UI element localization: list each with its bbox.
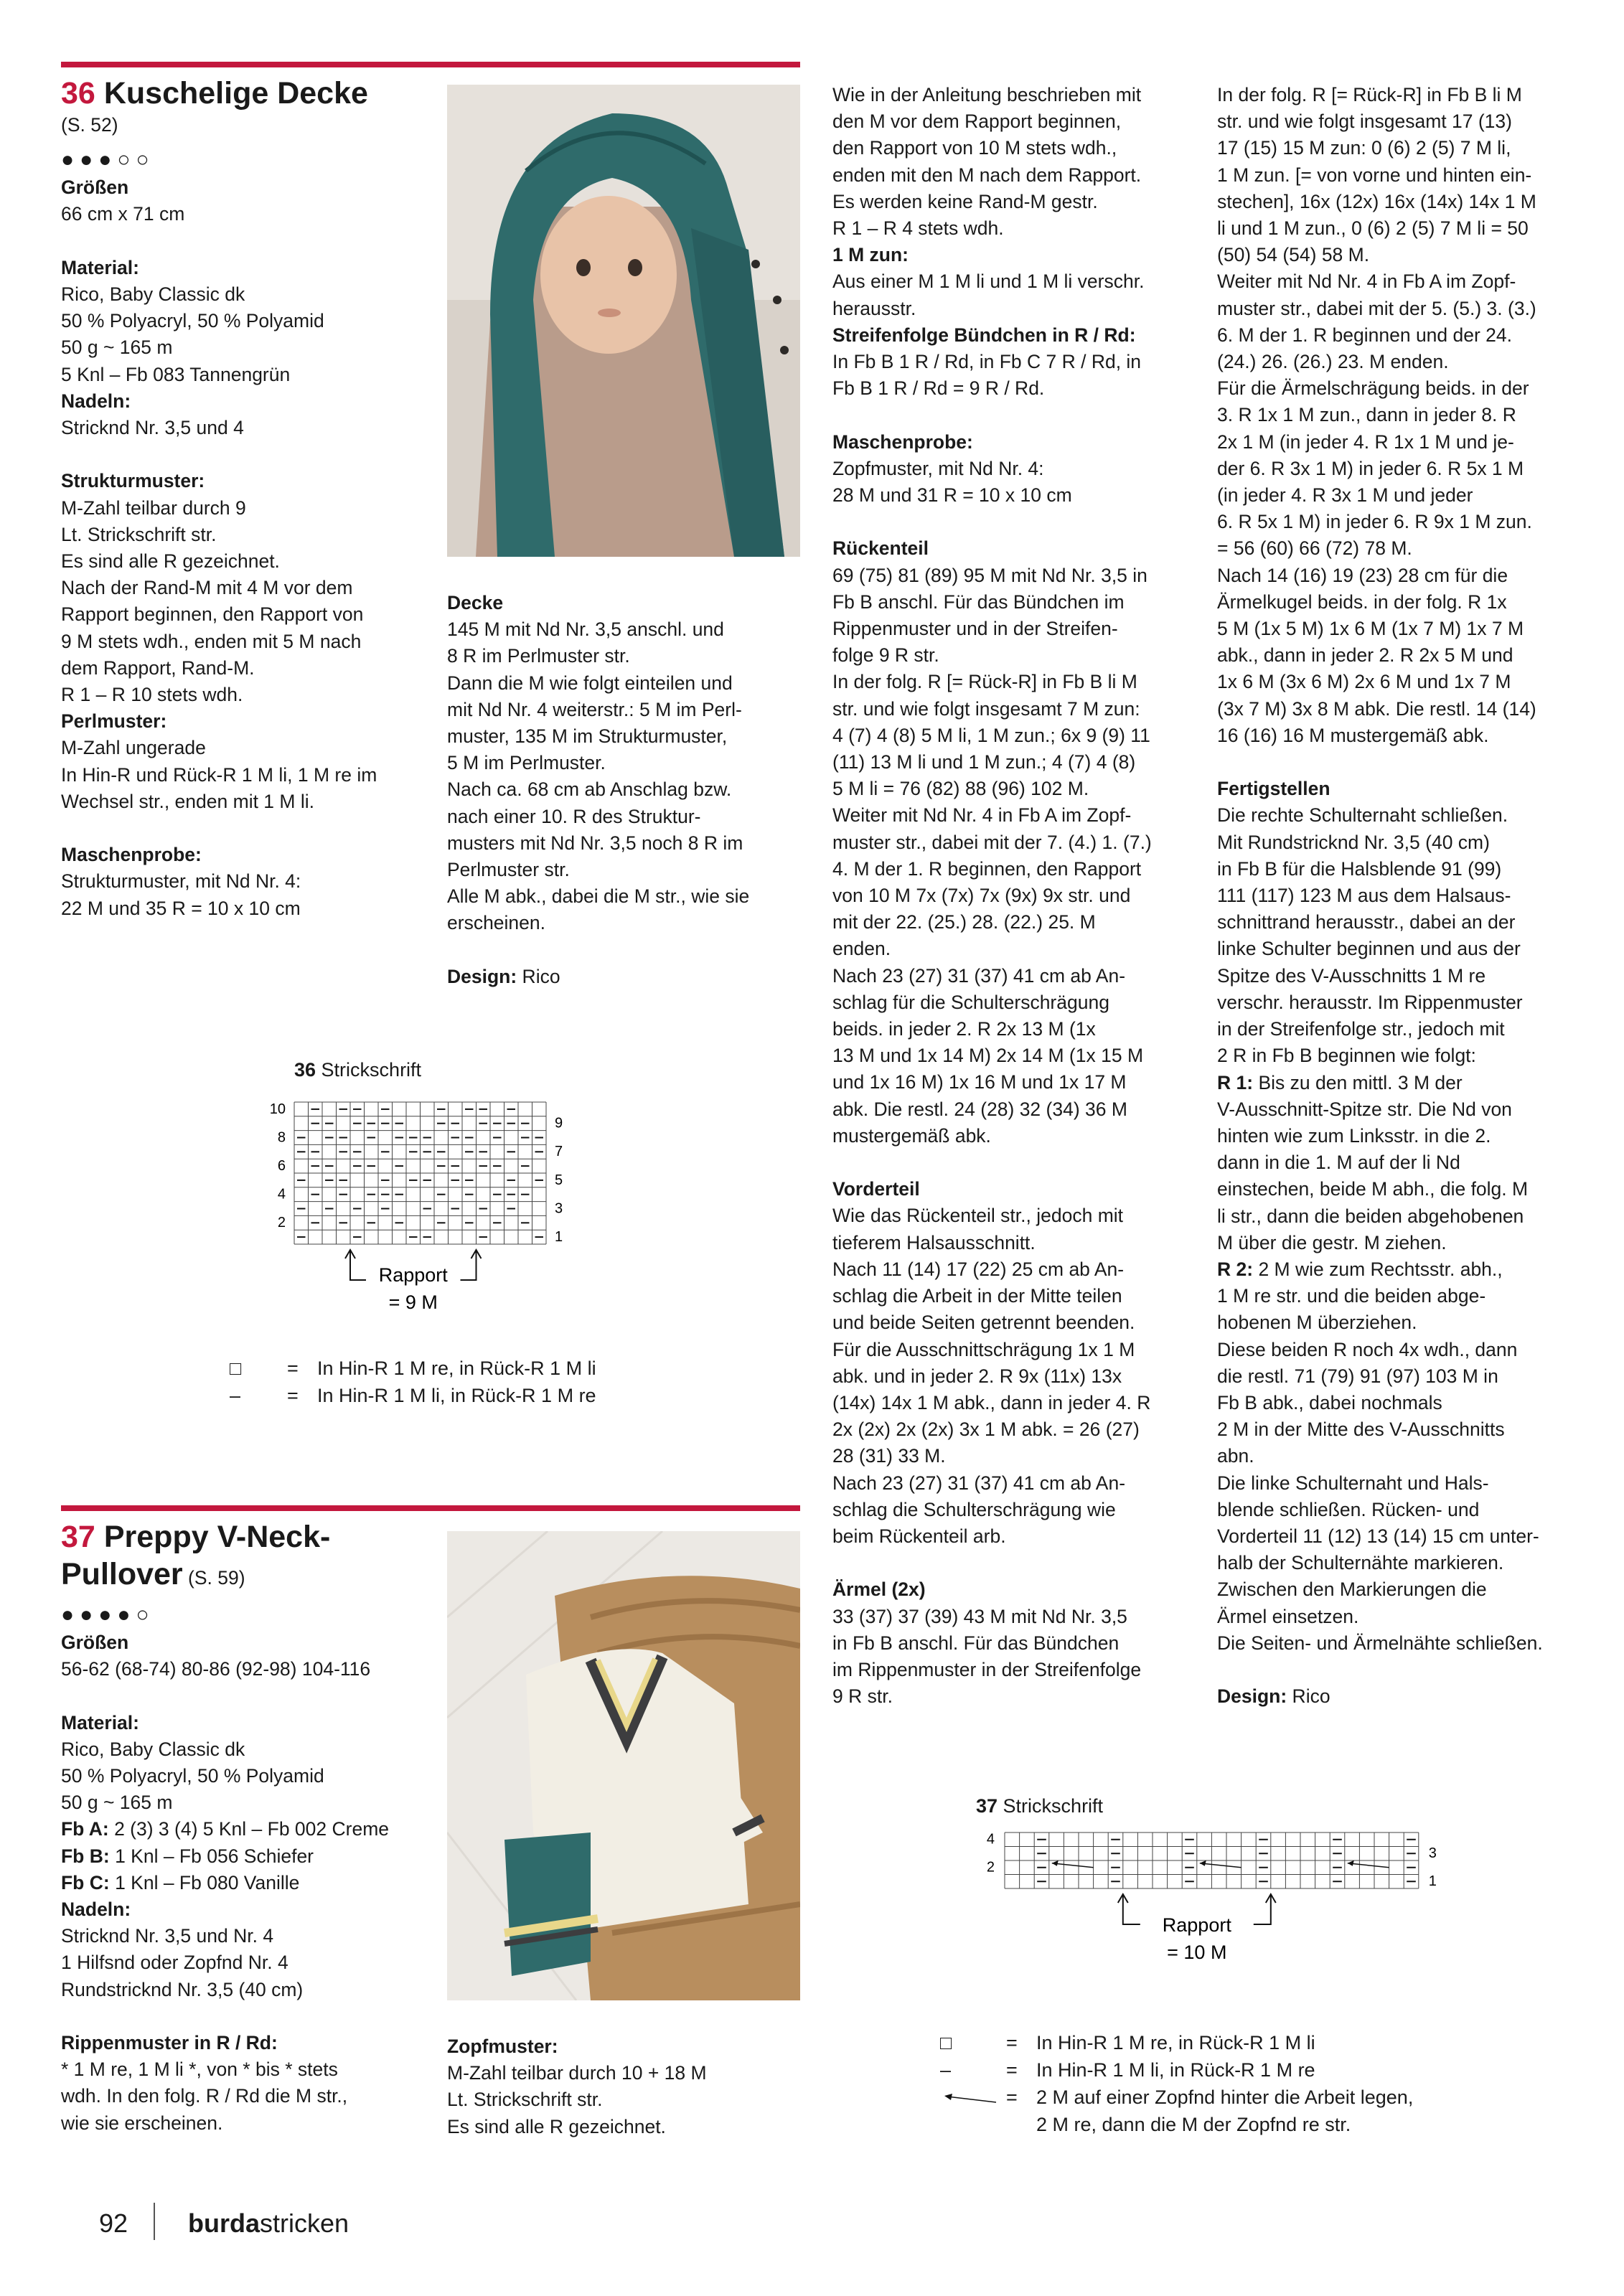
- text-line: 2x 1 M (in jeder 4. R 1x 1 M und je-: [1217, 430, 1514, 453]
- text-line: hinten wie zum Linksstr. in die 2.: [1217, 1124, 1491, 1147]
- text-line: 13 M und 1x 14 M) 2x 14 M (1x 15 M: [832, 1045, 1144, 1067]
- text-line: tieferem Halsausschnitt.: [832, 1231, 1036, 1253]
- text-line: Nach 11 (14) 17 (22) 25 cm ab An-: [832, 1258, 1125, 1280]
- p37-needles-heading: Nadeln:: [61, 1899, 131, 1921]
- legend-text: In Hin-R 1 M re, in Rück-R 1 M li: [317, 1358, 596, 1379]
- text-line: Strukturmuster, mit Nd Nr. 4:: [61, 870, 301, 893]
- text-line: (3x 7 M) 3x 8 M abk. Die restl. 14 (14): [1217, 697, 1536, 720]
- legend-equals: =: [287, 1358, 299, 1379]
- text-line: R 2: 2 M wie zum Rechtsstr. abh.,: [1217, 1258, 1503, 1280]
- text-line: M über die gestr. M ziehen.: [1217, 1231, 1447, 1253]
- text-line: wdh. In den folg. R / Rd die M str.,: [61, 2085, 348, 2107]
- text-line: str. und wie folgt insgesamt 17 (13): [1217, 110, 1512, 133]
- text-line: den M vor dem Rapport beginnen,: [832, 110, 1122, 133]
- text-line: Zopfmuster, mit Nd Nr. 4:: [832, 457, 1044, 479]
- text-line: 50 % Polyacryl, 50 % Polyamid: [61, 310, 324, 332]
- legend-symbol: □: [940, 2032, 952, 2053]
- text-line: 17 (15) 15 M zun: 0 (6) 2 (5) 7 M li,: [1217, 137, 1511, 159]
- p37-sleeve-continued: [1217, 82, 1590, 749]
- text-line: abk. Die restl. 24 (28) 32 (34) 36 M: [832, 1098, 1127, 1120]
- legend-symbol: –: [940, 2059, 952, 2081]
- text-line: in Fb B anschl. Für das Bündchen: [832, 1632, 1120, 1654]
- text-line: Dann die M wie folgt einteilen und: [447, 672, 733, 694]
- text-line: str. und wie folgt insgesamt 7 M zun:: [832, 697, 1140, 720]
- text-line: in der Streifenfolge str., jedoch mit: [1217, 1018, 1505, 1040]
- text-line: * 1 M re, 1 M li *, von * bis * stets: [61, 2059, 338, 2081]
- p37-material: [61, 1736, 434, 1817]
- section-rule-37: [61, 1505, 800, 1511]
- text-line: 1 Hilfsnd oder Zopfnd Nr. 4: [61, 1952, 288, 1974]
- text-line: Wechsel str., enden mit 1 M li.: [61, 790, 314, 812]
- p37-gauge-text: [832, 456, 1206, 509]
- text-line: 2x (2x) 2x (2x) 3x 1 M abk. = 26 (27): [832, 1418, 1140, 1441]
- rapport-label: Rapport: [1162, 1914, 1231, 1936]
- text-line: Es werden keine Rand-M gestr.: [832, 190, 1098, 212]
- text-line: 16 (16) 16 M mustergemäß abk.: [1217, 724, 1489, 746]
- text-line: der 6. R 3x 1 M) in jeder 6. R 5x 1 M: [1217, 457, 1524, 479]
- p37-cable-pattern: [447, 2033, 800, 2140]
- cable-arrow: [1052, 1863, 1094, 1868]
- p37-increase-heading: 1 M zun:: [832, 244, 909, 266]
- text-line: herausstr.: [832, 297, 916, 319]
- legend-text: In Hin-R 1 M li, in Rück-R 1 M re: [1036, 2059, 1315, 2081]
- text-line: muster str., dabei mit der 5. (5.) 3. (3.): [1217, 297, 1536, 319]
- text-line: 33 (37) 37 (39) 43 M mit Nd Nr. 3,5: [832, 1605, 1127, 1627]
- text-line: dem Rapport, Rand-M.: [61, 657, 255, 679]
- text-line: Es sind alle R gezeichnet.: [447, 2115, 666, 2137]
- legend-equals: =: [287, 1385, 299, 1406]
- text-line: hobenen M überziehen.: [1217, 1312, 1417, 1334]
- text-line: Wie das Rückenteil str., jedoch mit: [832, 1205, 1124, 1227]
- arrow-left-icon: [1052, 1860, 1059, 1866]
- p37-color-a: Fb A: 2 (3) 3 (4) 5 Knl – Fb 002 Creme: [61, 1818, 390, 1840]
- text-line: li und 1 M zun., 0 (6) 2 (5) 7 M li = 50: [1217, 217, 1529, 240]
- p36-material-heading: Material:: [61, 256, 139, 278]
- text-line: Wie in der Anleitung beschrieben mit: [832, 84, 1142, 105]
- arrow-left-icon: [1348, 1860, 1354, 1866]
- p37-chart-title: 37 Strickschrift: [976, 1795, 1104, 1817]
- p37-rib-heading: Rippenmuster in R / Rd:: [61, 2032, 278, 2054]
- text-line: Für die Ausschnittschrägung 1x 1 M: [832, 1338, 1135, 1360]
- text-line: 1 M zun. [= von vorne und hinten ein-: [1217, 164, 1532, 186]
- p37-needles: [61, 1923, 434, 2003]
- legend-row: [940, 2114, 1351, 2136]
- legend-symbol: –: [230, 1385, 241, 1406]
- text-line: Nach der Rand-M mit 4 M vor dem: [61, 577, 353, 599]
- text-line: 5 M im Perlmuster.: [447, 752, 606, 774]
- text-line: 1 M re str. und die beiden abge-: [1217, 1285, 1486, 1307]
- legend-row: [230, 1385, 596, 1407]
- p37-column-3: [832, 82, 1206, 1710]
- row-number-left: 2: [277, 1215, 286, 1231]
- text-line: 8 R im Perlmuster str.: [447, 645, 630, 667]
- p36-seed: [61, 735, 427, 815]
- text-line: in Fb B für die Halsblende 91 (99): [1217, 857, 1502, 880]
- text-line: Rico, Baby Classic dk: [61, 283, 245, 305]
- text-line: abn.: [1217, 1445, 1254, 1467]
- text-line: (24.) 26. (26.) 23. M enden.: [1217, 351, 1449, 373]
- text-line: Nach 14 (16) 19 (23) 28 cm für die: [1217, 564, 1508, 586]
- text-line: 50 g ~ 165 m: [61, 337, 173, 359]
- text-line: 22 M und 35 R = 10 x 10 cm: [61, 897, 301, 919]
- text-line: R 1: Bis zu den mittl. 3 M der: [1217, 1071, 1463, 1093]
- row-number-left: 4: [986, 1831, 995, 1848]
- text-line: mit der 22. (25.) 28. (22.) 25. M: [832, 911, 1096, 933]
- p37-back-heading: Rückenteil: [832, 537, 929, 560]
- row-number-right: 9: [555, 1115, 563, 1131]
- legend-row: [940, 2059, 1315, 2081]
- rapport-value: = 10 M: [1167, 1942, 1227, 1963]
- text-line: Perlmuster str.: [447, 859, 570, 881]
- legend-symbol: □: [230, 1358, 242, 1379]
- text-line: 5 M li = 76 (82) 88 (96) 102 M.: [832, 778, 1089, 800]
- rapport-value: = 9 M: [388, 1292, 438, 1313]
- text-line: Fb B anschl. Für das Bündchen im: [832, 591, 1125, 613]
- text-line: die restl. 71 (79) 91 (97) 103 M in: [1217, 1365, 1498, 1387]
- text-line: 5 M (1x 5 M) 1x 6 M (1x 7 M) 1x 7 M: [1217, 618, 1524, 640]
- p37-back-text: [832, 563, 1206, 1149]
- text-line: Aus einer M 1 M li und 1 M li verschr.: [832, 270, 1145, 293]
- row-number-right: 3: [555, 1200, 563, 1217]
- text-line: mustergemäß abk.: [832, 1124, 991, 1147]
- text-line: In Fb B 1 R / Rd, in Fb C 7 R / Rd, in: [832, 351, 1142, 373]
- text-line: Zwischen den Markierungen die: [1217, 1578, 1487, 1601]
- p36-material: [61, 281, 427, 388]
- text-line: Ärmel einsetzen.: [1217, 1605, 1359, 1627]
- text-line: dann in die 1. M auf der li Nd: [1217, 1152, 1460, 1174]
- text-line: Die linke Schulternaht und Hals-: [1217, 1472, 1489, 1494]
- text-line: 1x 6 M (3x 6 M) 2x 6 M und 1x 7 M: [1217, 671, 1511, 693]
- text-line: Fb B 1 R / Rd = 9 R / Rd.: [832, 377, 1045, 400]
- text-line: 4. M der 1. R beginnen, den Rapport: [832, 857, 1142, 880]
- legend-row: [230, 1358, 596, 1380]
- text-line: musters mit Nd Nr. 3,5 noch 8 R im: [447, 832, 743, 854]
- p37-color-c: Fb C: 1 Knl – Fb 080 Vanille: [61, 1871, 300, 1893]
- p37-photo-sweater-basket: [447, 1531, 800, 2000]
- text-line: erscheinen.: [447, 912, 546, 934]
- text-line: 6. R 5x 1 M) in jeder 6. R 9x 1 M zun.: [1217, 511, 1532, 533]
- p36-column-left: [61, 75, 427, 922]
- p37-rib: [61, 2056, 434, 2137]
- text-line: 111 (117) 123 M aus dem Halsaus-: [1217, 885, 1511, 907]
- p36-needles-heading: Nadeln:: [61, 390, 131, 412]
- text-line: Weiter mit Nd Nr. 4 in Fb A im Zopf-: [1217, 270, 1516, 293]
- p37-title: 37 Preppy V-Neck-: [61, 1520, 331, 1554]
- text-line: Mit Rundstricknd Nr. 3,5 (40 cm): [1217, 831, 1490, 853]
- text-line: einstechen, beide M abh., die folg. M: [1217, 1178, 1529, 1200]
- text-line: In der folg. R [= Rück-R] in Fb B li M: [1217, 84, 1522, 105]
- p37-design: Design: Rico: [1217, 1685, 1330, 1708]
- text-line: schlag für die Schulterschrägung: [832, 991, 1109, 1013]
- p37-sizes-heading: Größen: [61, 1632, 129, 1653]
- p37-sizes: 56-62 (68-74) 80-86 (92-98) 104-116: [61, 1658, 371, 1680]
- p37-finishing-heading: Fertigstellen: [1217, 778, 1330, 800]
- text-line: R 1 – R 4 stets wdh.: [832, 217, 1004, 240]
- text-line: (50) 54 (54) 58 M.: [1217, 244, 1370, 266]
- text-line: li str., dann die beiden abgehobenen: [1217, 1205, 1524, 1227]
- magazine-brand: burdastricken: [188, 2208, 349, 2238]
- arrow-left-icon: [1200, 1860, 1206, 1866]
- text-line: beids. in jeder 2. R 2x 13 M (1x: [832, 1018, 1096, 1040]
- text-line: enden.: [832, 938, 891, 960]
- footer-divider: [154, 2203, 155, 2240]
- text-line: schnittrand herausstr., dabei an der: [1217, 911, 1516, 933]
- text-line: nach einer 10. R des Struktur-: [447, 805, 701, 827]
- text-line: R 1 – R 10 stets wdh.: [61, 684, 243, 706]
- p37-stripes-text: [832, 349, 1206, 402]
- text-line: = 56 (60) 66 (72) 78 M.: [1217, 537, 1412, 560]
- p37-row2-text: [1217, 1256, 1590, 1657]
- p36-design: Design: Rico: [447, 965, 560, 987]
- text-line: Die Seiten- und Ärmelnähte schließen.: [1217, 1632, 1543, 1654]
- p37-front-heading: Vorderteil: [832, 1178, 920, 1200]
- page-number: 92: [99, 2208, 128, 2238]
- row-number-right: 1: [1428, 1873, 1437, 1890]
- legend-text: In Hin-R 1 M li, in Rück-R 1 M re: [317, 1385, 596, 1406]
- text-line: 6. M der 1. R beginnen und der 24.: [1217, 324, 1513, 346]
- p36-column-right: [447, 590, 800, 990]
- text-line: 4 (7) 4 (8) 5 M li, 1 M zun.; 6x 9 (9) 11: [832, 724, 1150, 746]
- p37-increase-text: [832, 268, 1206, 321]
- legend-equals: =: [1006, 2059, 1018, 2081]
- p37-color-b: Fb B: 1 Knl – Fb 056 Schiefer: [61, 1845, 314, 1867]
- text-line: In Hin-R und Rück-R 1 M li, 1 M re im: [61, 763, 377, 786]
- p36-knitting-chart: [244, 1088, 617, 1325]
- text-line: (11) 13 M li und 1 M zun.; 4 (7) 4 (8): [832, 751, 1136, 773]
- p36-seed-heading: Perlmuster:: [61, 710, 167, 733]
- p37-cable-text: [447, 2060, 800, 2140]
- text-line: von 10 M 7x (7x) 7x (9x) 9x str. und: [832, 885, 1131, 907]
- text-line: 3. R 1x 1 M zun., dann in jeder 8. R: [1217, 404, 1516, 426]
- text-line: enden mit den M nach dem Rapport.: [832, 164, 1142, 186]
- p36-gauge: [61, 868, 427, 921]
- row-number-left: 4: [277, 1186, 286, 1203]
- p37-front-text: [832, 1203, 1206, 1550]
- text-line: Alle M abk., dabei die M str., wie sie: [447, 885, 750, 908]
- p37-cable-heading: Zopfmuster:: [447, 2036, 558, 2057]
- text-line: 50 % Polyacryl, 50 % Polyamid: [61, 1765, 324, 1787]
- text-line: 145 M mit Nd Nr. 3,5 anschl. und: [447, 618, 724, 641]
- text-line: M-Zahl teilbar durch 10 + 18 M: [447, 2062, 707, 2084]
- p36-title: 36 Kuschelige Decke: [61, 76, 368, 110]
- p37-title-line2: Pullover (S. 59): [61, 1557, 245, 1591]
- text-line: abk. und in jeder 2. R 9x (11x) 13x: [832, 1365, 1122, 1387]
- text-line: Die rechte Schulternaht schließen.: [1217, 804, 1508, 827]
- p36-sizes: 66 cm x 71 cm: [61, 203, 185, 225]
- p37-knitting-chart: [969, 1822, 1457, 1987]
- text-line: verschr. herausstr. Im Rippenmuster: [1217, 991, 1523, 1013]
- p36-blanket-heading: Decke: [447, 592, 504, 613]
- row-number-right: 7: [555, 1144, 563, 1160]
- text-line: (in jeder 4. R 3x 1 M und jeder: [1217, 484, 1473, 507]
- legend-row: [940, 2086, 1413, 2109]
- row-number-left: 10: [269, 1101, 286, 1117]
- row-number-left: 6: [277, 1158, 286, 1175]
- text-line: 50 g ~ 165 m: [61, 1792, 173, 1814]
- text-line: Rundstricknd Nr. 3,5 (40 cm): [61, 1978, 304, 2000]
- text-line: 5 Knl – Fb 083 Tannengrün: [61, 363, 291, 385]
- text-line: im Rippenmuster in der Streifenfolge: [832, 1658, 1142, 1680]
- text-line: schlag die Schulterschrägung wie: [832, 1498, 1116, 1520]
- text-line: 2 R in Fb B beginnen wie folgt:: [1217, 1045, 1476, 1067]
- text-line: blende schließen. Rücken- und: [1217, 1498, 1480, 1520]
- rapport-label: Rapport: [378, 1264, 448, 1286]
- p37-difficulty-dots: ●●●●○: [61, 1603, 155, 1627]
- text-line: Diese beiden R noch 4x wdh., dann: [1217, 1338, 1518, 1360]
- cable-arrow-icon: [940, 2091, 998, 2107]
- p36-difficulty-dots: ●●●○○: [61, 148, 155, 172]
- text-line: Fb B abk., dabei nochmals: [1217, 1391, 1442, 1413]
- p36-sizes-heading: Größen: [61, 177, 129, 199]
- text-line: halb der Schulternähte markieren.: [1217, 1552, 1504, 1574]
- legend-text: 2 M re, dann die M der Zopfnd re str.: [1036, 2114, 1351, 2135]
- text-line: Für die Ärmelschrägung beids. in der: [1217, 377, 1529, 400]
- legend-text: 2 M auf einer Zopfnd hinter die Arbeit legen,: [1036, 2086, 1414, 2108]
- p36-page-ref: (S. 52): [61, 114, 118, 136]
- cable-arrow: [1200, 1863, 1242, 1868]
- text-line: Es sind alle R gezeichnet.: [61, 550, 280, 573]
- row-number-right: 3: [1428, 1845, 1437, 1862]
- text-line: abk., dann in jeder 2. R 2x 5 M und: [1217, 644, 1513, 667]
- p37-finishing-text: [1217, 802, 1590, 1069]
- text-line: Spitze des V-Ausschnitts 1 M re: [1217, 964, 1486, 987]
- text-line: stechen], 16x (12x) 16x (14x) 14x 1 M: [1217, 190, 1536, 212]
- legend-equals: =: [1006, 2086, 1018, 2108]
- text-line: Nach ca. 68 cm ab Anschlag bzw.: [447, 778, 732, 801]
- section-rule-36: [61, 62, 800, 67]
- text-line: Lt. Strickschrift str.: [61, 523, 217, 545]
- p36-structure: [61, 495, 427, 709]
- text-line: Weiter mit Nd Nr. 4 in Fb A im Zopf-: [832, 804, 1132, 827]
- p37-column-left: [61, 1518, 434, 2137]
- text-line: mit Nd Nr. 4 weiterstr.: 5 M im Perl-: [447, 698, 742, 720]
- legend-equals: =: [1006, 2032, 1018, 2053]
- row-number-left: 2: [986, 1859, 995, 1876]
- text-line: Rico, Baby Classic dk: [61, 1738, 245, 1760]
- p37-sleeve-text: [832, 1604, 1206, 1711]
- text-line: Ärmelkugel beids. in der folg. R 1x: [1217, 591, 1507, 613]
- p36-blanket-text: [447, 616, 800, 936]
- text-line: linke Schulter beginnen und aus der: [1217, 938, 1521, 960]
- text-line: Vorderteil 11 (12) 13 (14) 15 cm unter-: [1217, 1525, 1539, 1547]
- text-line: Rippenmuster und in der Streifen-: [832, 618, 1118, 640]
- p36-structure-heading: Strukturmuster:: [61, 470, 205, 492]
- text-line: M-Zahl teilbar durch 9: [61, 497, 246, 519]
- text-line: M-Zahl ungerade: [61, 737, 206, 759]
- text-line: Rapport beginnen, den Rapport von: [61, 603, 364, 626]
- row-number-left: 8: [277, 1129, 286, 1146]
- text-line: 2 M in der Mitte des V-Ausschnitts: [1217, 1418, 1505, 1441]
- p36-gauge-heading: Maschenprobe:: [61, 844, 202, 866]
- text-line: muster str., dabei mit der 7. (4.) 1. (7.): [832, 831, 1152, 853]
- p37-intro-text: [832, 82, 1206, 242]
- text-line: 69 (75) 81 (89) 95 M mit Nd Nr. 3,5 in: [832, 564, 1147, 586]
- text-line: muster, 135 M im Strukturmuster,: [447, 725, 728, 748]
- text-line: V-Ausschnitt-Spitze str. Die Nd von: [1217, 1098, 1512, 1120]
- text-line: den Rapport von 10 M stets wdh.,: [832, 137, 1117, 159]
- text-line: 28 (31) 33 M.: [832, 1445, 946, 1467]
- text-line: 9 M stets wdh., enden mit 5 M nach: [61, 630, 362, 652]
- text-line: schlag die Arbeit in der Mitte teilen: [832, 1285, 1122, 1307]
- text-line: Lt. Strickschrift str.: [447, 2089, 603, 2111]
- text-line: 28 M und 31 R = 10 x 10 cm: [832, 484, 1072, 507]
- text-line: In der folg. R [= Rück-R] in Fb B li M: [832, 671, 1137, 693]
- p37-gauge-heading: Maschenprobe:: [832, 430, 973, 453]
- text-line: beim Rückenteil arb.: [832, 1525, 1006, 1547]
- text-line: wie sie erscheinen.: [61, 2112, 223, 2134]
- text-line: 9 R str.: [832, 1685, 893, 1708]
- p36-needles: Stricknd Nr. 3,5 und 4: [61, 417, 244, 439]
- p36-chart-title: 36 Strickschrift: [294, 1059, 422, 1081]
- text-line: Stricknd Nr. 3,5 und Nr. 4: [61, 1925, 274, 1947]
- legend-symbol: [940, 2086, 1006, 2109]
- legend-text: In Hin-R 1 M re, in Rück-R 1 M li: [1036, 2032, 1315, 2053]
- legend-row: [940, 2032, 1315, 2054]
- cable-arrow: [1348, 1863, 1389, 1868]
- text-line: und 1x 16 M) 1x 16 M und 1x 17 M: [832, 1071, 1127, 1093]
- p37-column-4: [1217, 82, 1590, 1710]
- p37-stripes-heading: Streifenfolge Bündchen in R / Rd:: [832, 324, 1136, 346]
- p37-sleeve-heading: Ärmel (2x): [832, 1578, 926, 1601]
- text-line: und beide Seiten getrennt beenden.: [832, 1312, 1135, 1334]
- baby-blanket-illustration: [447, 85, 800, 557]
- sweater-basket-illustration: [447, 1531, 800, 2000]
- row-number-right: 1: [555, 1229, 563, 1246]
- text-line: Nach 23 (27) 31 (37) 41 cm ab An-: [832, 964, 1126, 987]
- text-line: folge 9 R str.: [832, 644, 939, 667]
- row-number-right: 5: [555, 1172, 563, 1188]
- p37-material-heading: Material:: [61, 1711, 139, 1733]
- p36-photo-baby-blanket: [447, 85, 800, 557]
- text-line: (14x) 14x 1 M abk., dann in jeder 4. R: [832, 1391, 1151, 1413]
- text-line: Nach 23 (27) 31 (37) 41 cm ab An-: [832, 1472, 1126, 1494]
- p37-row1-text: [1217, 1070, 1590, 1256]
